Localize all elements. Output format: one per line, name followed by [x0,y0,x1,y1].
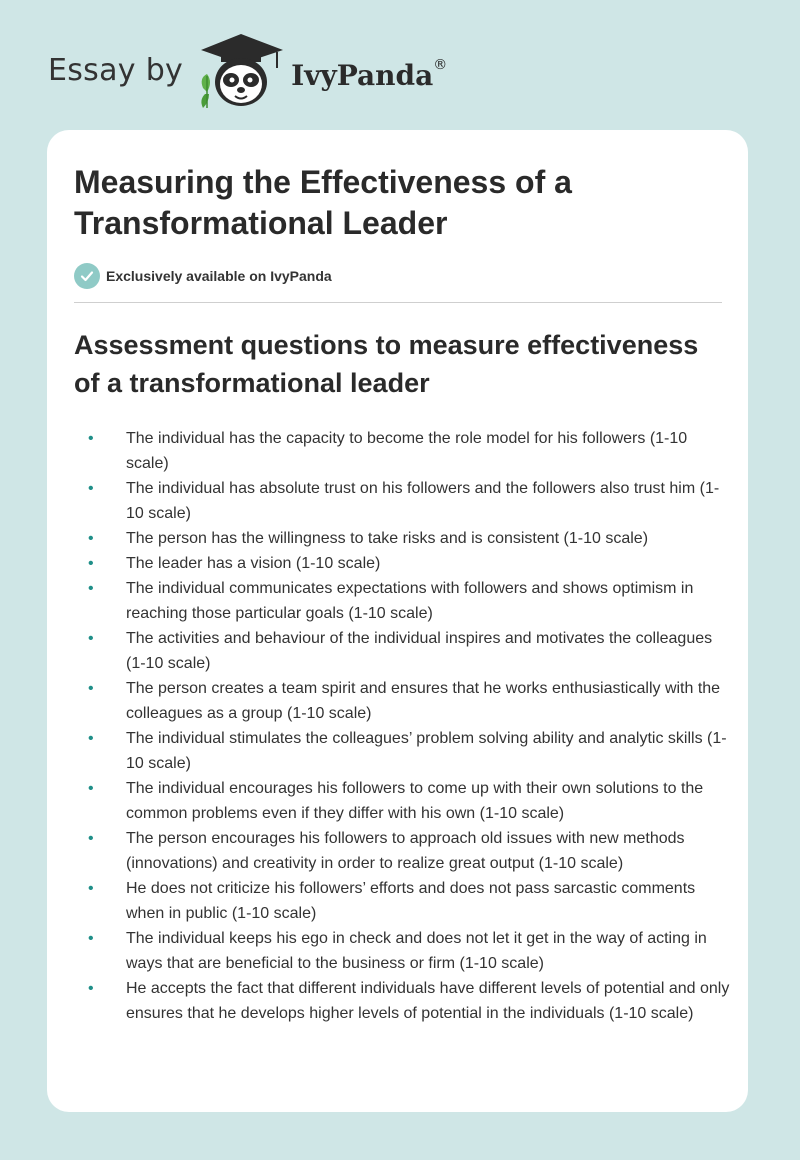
list-item [74,476,734,526]
bullet-icon: • [88,830,94,847]
check-icon [74,263,100,289]
list-item-text: The individual keeps his ego in check and does not let it get in the way of acting in ways that are beneficial to the business or firm (1-10 scale) [126,930,707,972]
bullet-icon: • [88,730,94,747]
essay-card [47,130,748,1112]
divider [74,302,722,303]
list-item-text: The individual communicates expectations with followers and shows optimism in reaching those particular goals (1-10 scale) [126,580,694,622]
bullet-icon: • [88,880,94,897]
list-item-text: The person creates a team spirit and ensures that he works enthusiastically with the colleagues as a group (1-10 scale) [126,680,721,722]
list-item [74,876,734,926]
site-header [48,30,447,110]
list-item [74,776,734,826]
list-item [74,976,734,1026]
bullet-icon: • [88,980,94,997]
bullet-icon: • [88,555,94,572]
list-item-text: The activities and behaviour of the individual inspires and motivates the colleagues (1-10 scale) [126,630,713,672]
assessment-question-list [74,426,734,1026]
list-item [74,626,734,676]
exclusive-badge-label: Exclusively available on IvyPanda [106,268,332,284]
bullet-icon: • [88,480,94,497]
bullet-icon: • [88,630,94,647]
list-item-text: The individual encourages his followers to come up with their own solutions to the common problems even if they differ with his own (1-10 scale) [126,780,704,822]
list-item [74,426,734,476]
bullet-icon: • [88,680,94,697]
bullet-icon: • [88,930,94,947]
list-item [74,526,734,551]
panda-graduate-icon [195,30,287,110]
bullet-icon: • [88,580,94,597]
list-item-text: The person encourages his followers to approach old issues with new methods (innovations) and creativity in order to realize great output (1-10 scale) [126,830,685,872]
section-heading: Assessment questions to measure effectiveness of a transformational leader [74,330,699,398]
list-item-text: The person has the willingness to take risks and is consistent (1-10 scale) [126,530,649,547]
page-title: Measuring the Effectiveness of a Transformational Leader [74,164,572,241]
list-item [74,676,734,726]
ivypanda-logo[interactable] [195,30,447,110]
list-item [74,551,734,576]
list-item-text: The individual has absolute trust on his followers and the followers also trust him (1-10 scale) [126,480,720,522]
bullet-icon: • [88,780,94,797]
brand-name: IvyPanda® [291,56,448,92]
exclusive-badge [74,263,332,289]
list-item-text: He does not criticize his followers’ efforts and does not pass sarcastic comments when in public (1-10 scale) [126,880,696,922]
bullet-icon: • [88,430,94,447]
list-item [74,926,734,976]
bullet-icon: • [88,530,94,547]
list-item [74,826,734,876]
essay-by-label: Essay by [48,52,184,88]
list-item-text: The leader has a vision (1-10 scale) [126,555,381,572]
list-item-text: The individual has the capacity to become the role model for his followers (1-10 scale) [126,430,688,472]
list-item-text: He accepts the fact that different individuals have different levels of potential and only ensures that he develops higher levels of potential in the individuals (1-10 scale) [126,980,730,1022]
list-item [74,576,734,626]
list-item-text: The individual stimulates the colleagues’ problem solving ability and analytic skills (1-10 scale) [126,730,727,772]
list-item [74,726,734,776]
